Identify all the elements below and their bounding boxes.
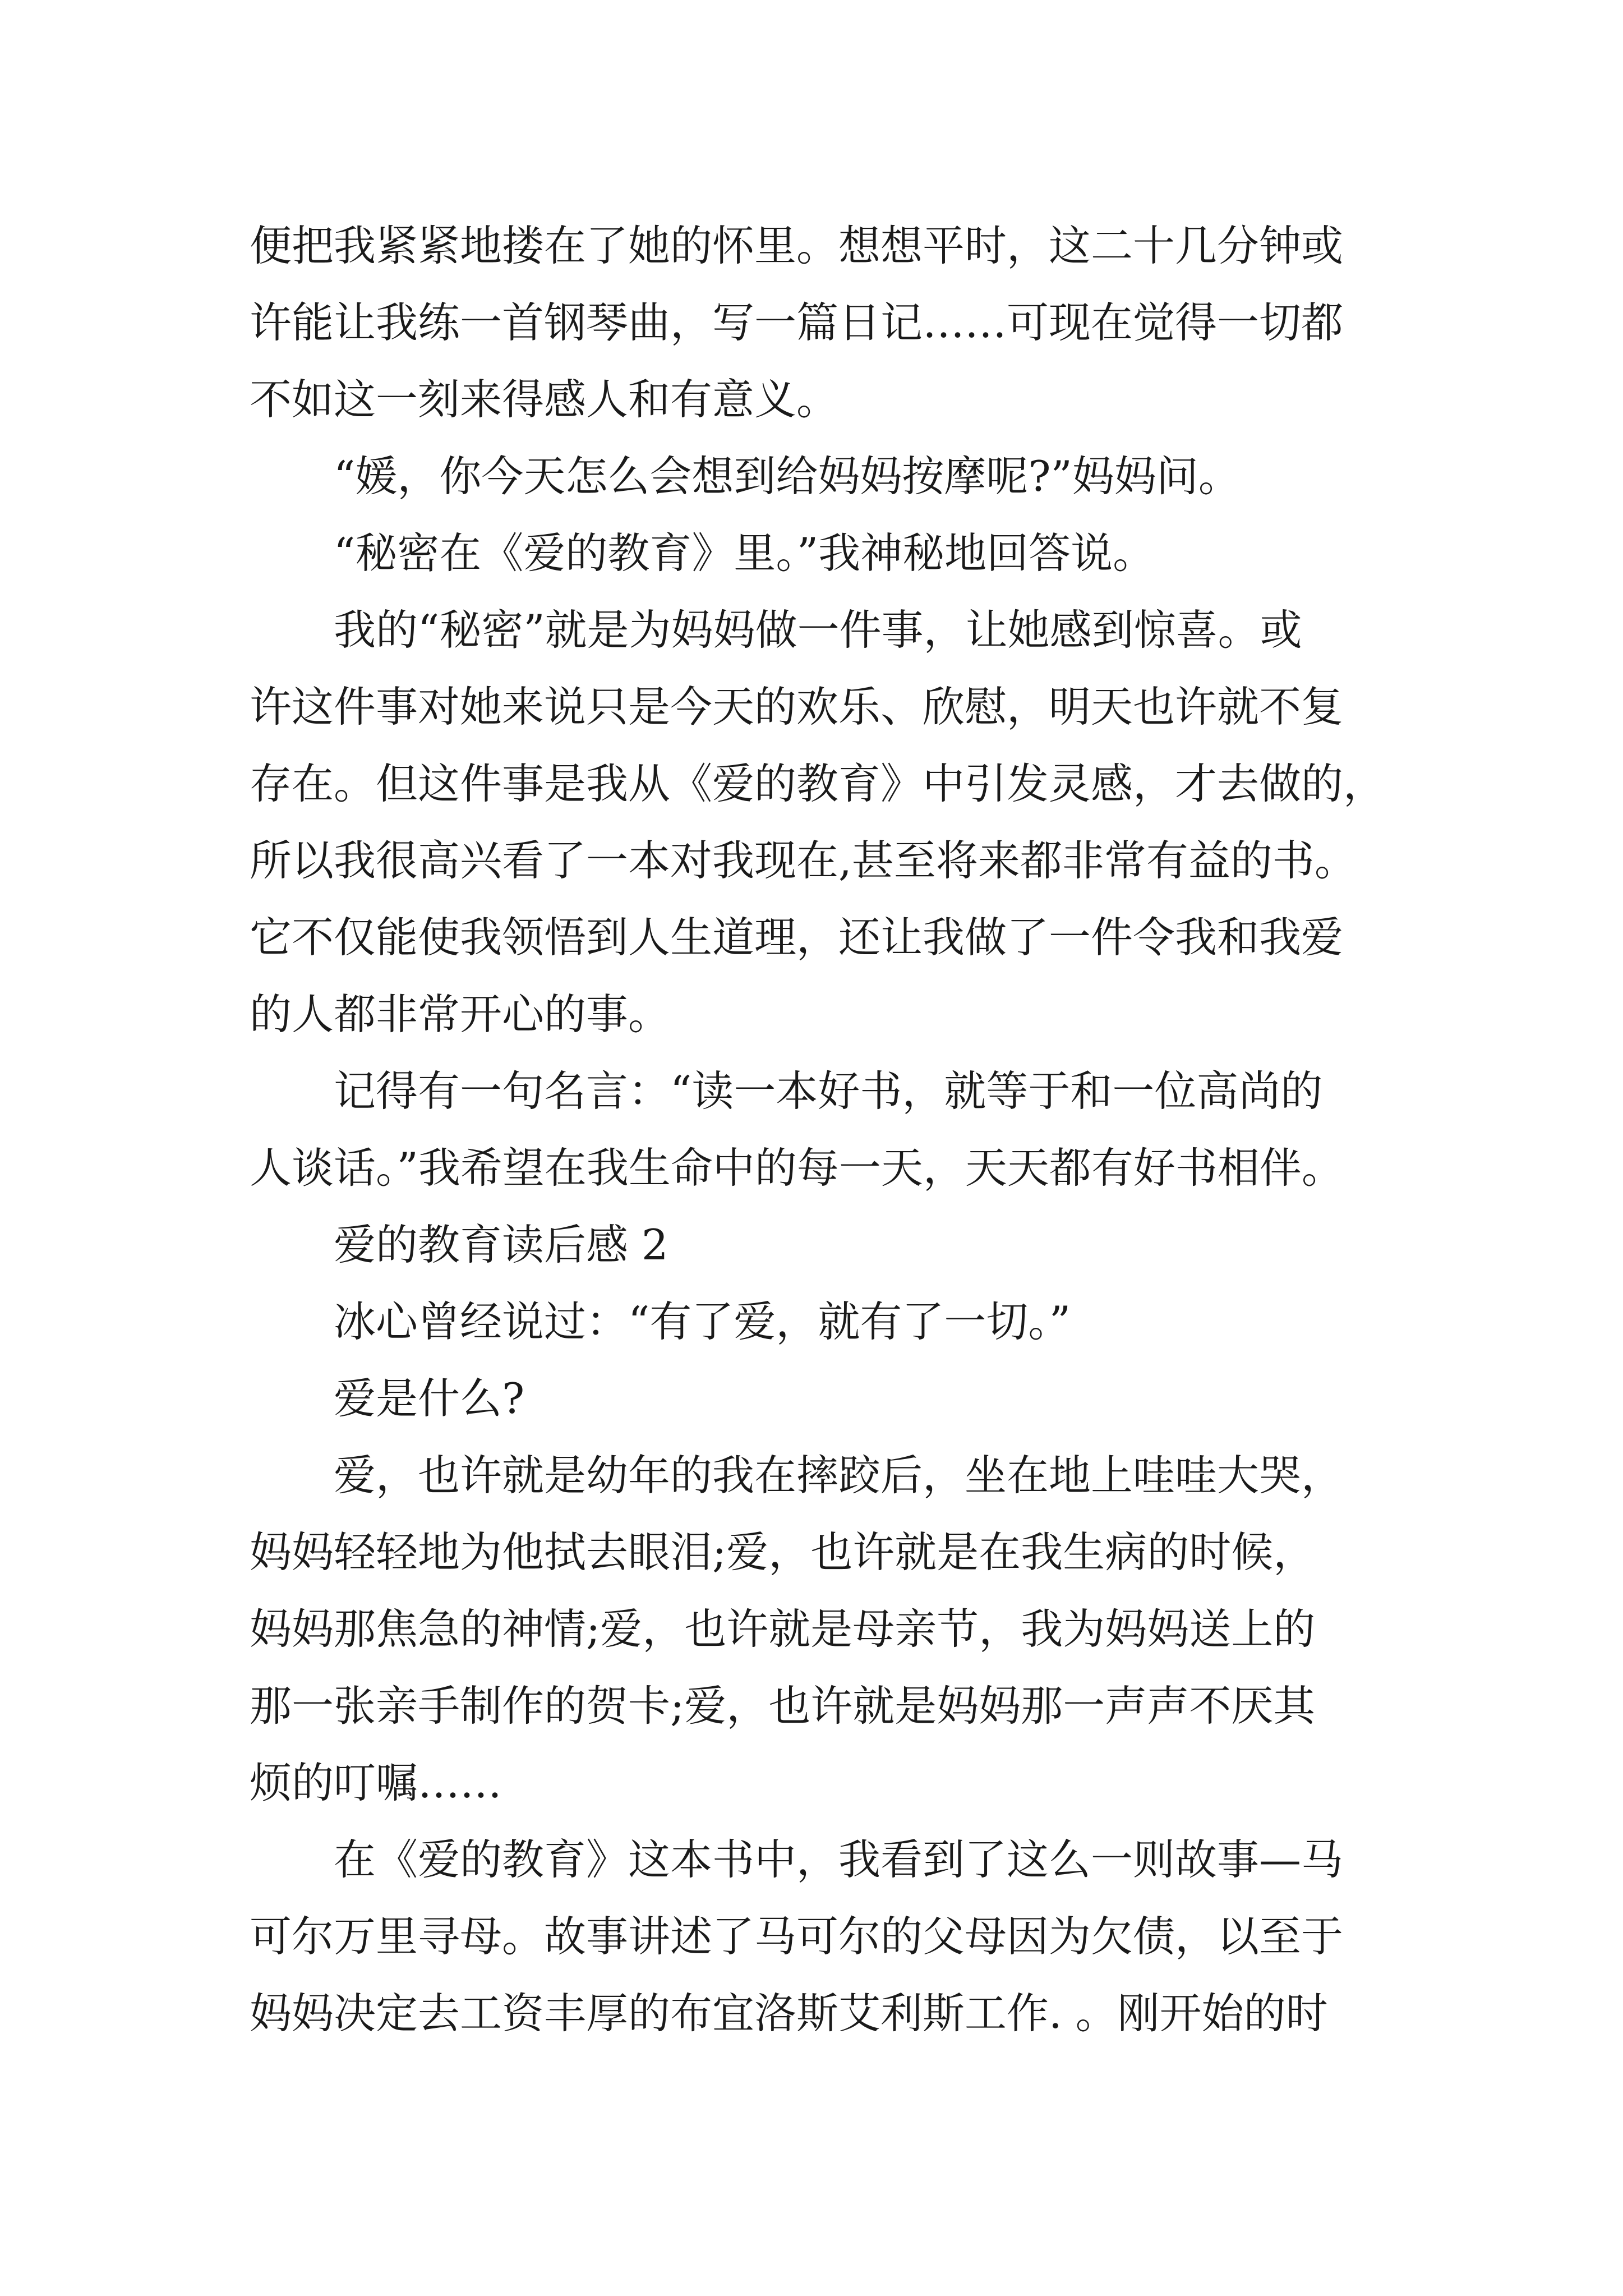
text-line: 便把我紧紧地搂在了她的怀里。想想平时，这二十几分钟或: [250, 221, 1344, 270]
text-line: 我的“秘密”就是为妈妈做一件事，让她感到惊喜。或: [334, 605, 1302, 655]
text-line: 记得有一句名言：“读一本好书，就等于和一位高尚的: [334, 1066, 1323, 1116]
text-line: 可尔万里寻母。故事讲述了马可尔的父母因为欠债，以至于: [250, 1912, 1344, 1961]
text-line: 存在。但这件事是我从《爱的教育》中引发灵感，才去做的，: [250, 759, 1386, 808]
text-line: 人谈话。”我希望在我生命中的每一天，天天都有好书相伴。: [250, 1143, 1344, 1193]
text-line: “媛，你今天怎么会想到给妈妈按摩呢?”妈妈问。: [334, 452, 1241, 501]
text-line: 妈妈决定去工资丰厚的布宜洛斯艾利斯工作. 。刚开始的时: [250, 1989, 1328, 2038]
text-line: 冰心曾经说过：“有了爱，就有了一切。”: [334, 1297, 1071, 1346]
text-line: 爱是什么?: [334, 1374, 525, 1423]
text-line: “秘密在《爱的教育》里。”我神秘地回答说。: [334, 528, 1155, 578]
text-line: 所以我很高兴看了一本对我现在,甚至将来都非常有益的书。: [250, 836, 1357, 885]
text-line: 爱，也许就是幼年的我在摔跤后，坐在地上哇哇大哭，: [334, 1451, 1344, 1500]
text-line: 烦的叮嘱……: [250, 1758, 502, 1807]
text-line: 许能让我练一首钢琴曲，写一篇日记……可现在觉得一切都: [250, 298, 1344, 347]
section-heading: 爱的教育读后感 2: [334, 1220, 668, 1269]
text-line: 妈妈那焦急的神情;爱，也许就是母亲节，我为妈妈送上的: [250, 1604, 1316, 1654]
text-line: 许这件事对她来说只是今天的欢乐、欣慰，明天也许就不复: [250, 682, 1344, 731]
text-line: 不如这一刻来得感人和有意义。: [250, 375, 839, 424]
text-line: 那一张亲手制作的贺卡;爱，也许就是妈妈那一声声不厌其: [250, 1681, 1316, 1731]
text-line: 妈妈轻轻地为他拭去眼泪;爱，也许就是在我生病的时候，: [250, 1527, 1316, 1577]
text-line: 它不仅能使我领悟到人生道理，还让我做了一件令我和我爱: [250, 913, 1344, 962]
text-line: 在《爱的教育》这本书中，我看到了这么一则故事—马: [334, 1835, 1344, 1884]
text-line: 的人都非常开心的事。: [250, 990, 671, 1039]
